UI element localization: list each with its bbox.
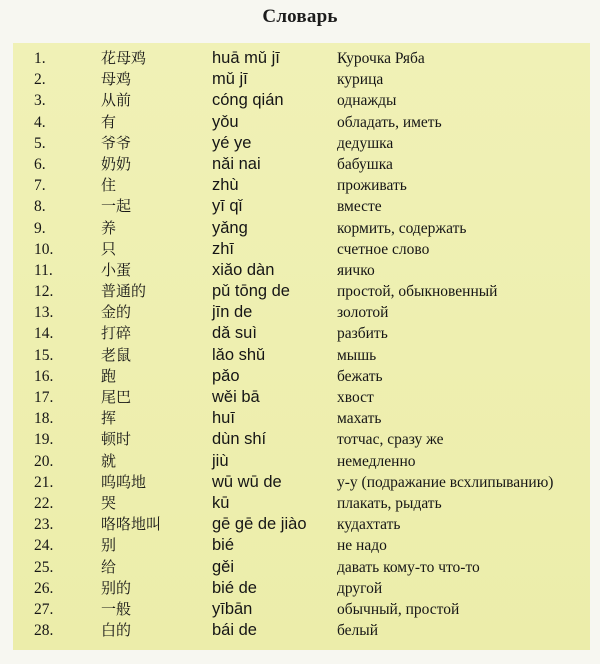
entry-number: 3. [34,92,46,110]
entry-translation: яичко [337,261,375,279]
entry-pinyin: mǔ jī [212,70,248,89]
entry-pinyin: bié de [212,578,257,597]
entry-number: 10. [34,240,54,258]
entry-translation: проживать [337,177,407,195]
entry-pinyin: yǎng [212,218,248,237]
entry-translation: хвост [337,389,374,406]
vocabulary-row [13,429,590,450]
entry-translation: вместе [337,198,382,216]
vocabulary-row [13,620,590,641]
vocabulary-row [13,578,590,599]
entry-number: 24. [34,537,54,555]
entry-pinyin: wěi bā [212,388,260,406]
vocabulary-row [13,408,590,429]
entry-pinyin: xiǎo dàn [212,260,275,279]
entry-number: 5. [34,134,46,152]
entry-translation: дедушка [337,134,394,152]
vocabulary-row [13,557,590,578]
entry-pinyin: yī qǐ [212,197,243,216]
entry-hanzi: 哭 [101,493,117,512]
vocabulary-row [13,493,590,514]
entry-hanzi: 从前 [101,91,132,110]
entry-number: 2. [34,71,46,89]
entry-hanzi: 花母鸡 [101,49,147,67]
vocabulary-row [13,302,590,323]
vocabulary-row [13,387,590,408]
entry-number: 13. [34,304,54,322]
entry-translation: кудахтать [337,516,401,534]
entry-number: 25. [34,558,54,576]
entry-pinyin: cóng qián [212,91,284,110]
entry-hanzi: 别的 [101,578,132,597]
entry-hanzi: 挥 [101,409,117,428]
entry-number: 22. [34,494,54,512]
entry-pinyin: yǒu [212,112,239,131]
entry-pinyin: jiù [212,451,229,470]
entry-number: 8. [34,198,46,216]
entry-number: 16. [34,367,54,385]
entry-pinyin: gē gē de jiào [212,515,307,534]
entry-pinyin: pǎo [212,366,240,385]
entry-hanzi: 奶奶 [101,154,132,173]
entry-translation: разбить [337,325,388,343]
vocabulary-row [13,535,590,556]
entry-pinyin: jīn de [212,303,253,322]
entry-hanzi: 就 [101,451,117,470]
entry-translation: простой, обыкновенный [337,283,498,301]
entry-number: 15. [34,346,54,364]
entry-translation: немедленно [337,452,416,470]
page-title: Словарь [262,6,338,27]
entry-translation: Курочка Ряба [337,50,425,67]
entry-hanzi: 打碎 [101,324,132,343]
vocabulary-row [13,281,590,302]
entry-pinyin: zhù [212,176,239,195]
entry-pinyin: yībān [212,599,253,618]
entry-pinyin: wū wū de [212,472,282,491]
entry-translation: плакать, рыдать [337,494,442,512]
entry-number: 27. [34,600,54,618]
entry-number: 4. [34,113,46,131]
entry-pinyin: huī [212,409,235,428]
vocabulary-row [13,323,590,344]
entry-number: 7. [34,177,46,195]
entry-hanzi: 跑 [101,366,117,385]
vocabulary-row [13,48,590,69]
entry-translation: не надо [337,537,387,555]
entry-hanzi: 住 [101,176,117,195]
entry-pinyin: yé ye [212,133,252,152]
entry-hanzi: 养 [101,218,117,237]
entry-hanzi: 金的 [101,303,132,322]
entry-hanzi: 爷爷 [101,133,132,152]
entry-translation: бежать [337,367,383,385]
entry-translation: другой [337,579,383,597]
entry-pinyin: zhī [212,239,235,258]
entry-translation: у-у (подражание всхлипыванию) [337,473,554,491]
entry-number: 21. [34,473,54,491]
vocabulary-list [13,48,590,641]
entry-hanzi: 呜呜地 [101,472,147,491]
entry-hanzi: 咯咯地叫 [101,515,162,534]
vocabulary-row [13,69,590,90]
entry-hanzi: 普通的 [101,282,147,301]
entry-translation: курица [337,71,384,89]
vocabulary-row [13,366,590,387]
entry-hanzi: 母鸡 [101,70,132,89]
entry-translation: обычный, простой [337,600,460,618]
vocabulary-row [13,90,590,111]
entry-hanzi: 一般 [101,599,132,618]
entry-pinyin: gěi [212,557,235,576]
vocabulary-row [13,154,590,175]
entry-number: 23. [34,516,54,534]
entry-number: 28. [34,622,54,640]
vocabulary-row [13,196,590,217]
entry-translation: золотой [337,304,389,322]
vocabulary-row [13,218,590,239]
entry-number: 1. [34,50,46,67]
entry-pinyin: kū [212,493,230,512]
entry-hanzi: 顿时 [101,430,132,449]
vocabulary-row [13,451,590,472]
entry-translation: мышь [337,346,377,364]
entry-hanzi: 别 [101,536,117,555]
entry-number: 9. [34,219,46,237]
vocabulary-row [13,133,590,154]
entry-translation: тотчас, сразу же [337,431,444,449]
entry-hanzi: 给 [101,557,117,576]
entry-pinyin: bié [212,536,235,555]
vocabulary-row [13,175,590,196]
vocabulary-row [13,472,590,493]
entry-translation: давать кому-то что-то [337,558,480,576]
vocabulary-row [13,112,590,133]
vocabulary-row [13,345,590,366]
entry-pinyin: nǎi nai [212,154,261,173]
entry-number: 17. [34,389,54,406]
entry-hanzi: 白的 [101,621,132,640]
entry-translation: кормить, содержать [337,219,467,237]
entry-pinyin: bái de [212,621,257,640]
entry-number: 19. [34,431,54,449]
entry-hanzi: 一起 [101,197,132,216]
entry-translation: бабушка [337,155,393,173]
entry-number: 12. [34,283,54,301]
vocabulary-row [13,239,590,260]
entry-translation: обладать, иметь [337,113,442,131]
entry-number: 20. [34,452,54,470]
entry-translation: махать [337,410,382,428]
entry-hanzi: 小蛋 [101,260,132,279]
entry-number: 11. [34,261,53,279]
entry-pinyin: dǎ suì [212,324,257,343]
vocabulary-row [13,260,590,281]
entry-number: 6. [34,155,46,173]
entry-hanzi: 只 [101,239,117,258]
entry-pinyin: lǎo shǔ [212,345,266,364]
vocabulary-row [13,599,590,620]
entry-hanzi: 老鼠 [101,345,132,364]
entry-number: 14. [34,325,54,343]
entry-hanzi: 有 [101,112,117,131]
entry-number: 26. [34,579,54,597]
vocabulary-row [13,514,590,535]
entry-number: 18. [34,410,54,428]
entry-translation: белый [337,622,379,640]
entry-pinyin: pǔ tōng de [212,282,290,301]
entry-translation: однажды [337,92,397,110]
entry-translation: счетное слово [337,240,430,258]
entry-pinyin: dùn shí [212,430,267,449]
entry-hanzi: 尾巴 [101,388,132,406]
entry-pinyin: huā mǔ jī [212,49,280,67]
